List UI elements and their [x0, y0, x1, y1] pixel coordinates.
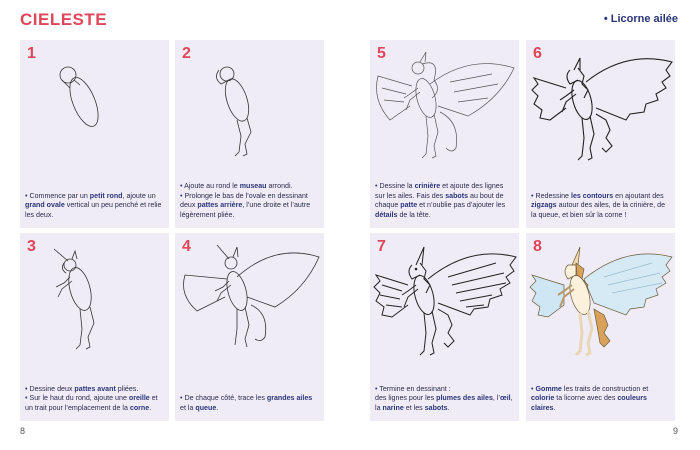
keyword: corne: [129, 403, 150, 412]
text-run: Dessine deux: [29, 384, 75, 393]
description-line: [531, 385, 671, 413]
text-run: •: [25, 384, 30, 393]
keyword: queue: [195, 403, 217, 412]
text-run: et la: [180, 403, 196, 412]
text-run: arrondi.: [266, 182, 293, 191]
step-panel-3: [20, 233, 169, 421]
description-line: [375, 394, 515, 413]
page-number-right: 9: [672, 426, 678, 436]
step-description: [531, 385, 671, 413]
step-description: [180, 394, 320, 413]
keyword: sabots: [445, 191, 469, 200]
text-run: Sur le haut du rond, ajoute une: [29, 394, 129, 403]
description-line: [25, 394, 165, 413]
text-run: •: [531, 384, 536, 393]
step-number: 3: [27, 238, 36, 255]
text-run: •: [375, 384, 380, 393]
text-run: pliées.: [115, 384, 139, 393]
keyword: museau: [239, 182, 267, 191]
text-run: •: [180, 191, 185, 200]
topic-title: [604, 13, 678, 25]
step-description: [375, 182, 515, 220]
description-line: [180, 394, 320, 413]
keyword: pattes avant: [74, 384, 116, 393]
topic-bullet: •: [603, 13, 608, 25]
text-run: .: [447, 403, 450, 412]
step-number: 6: [533, 45, 542, 62]
description-line: [180, 192, 320, 220]
step-description: [25, 385, 165, 413]
keyword: les contours: [570, 191, 614, 200]
description-line: [25, 385, 165, 394]
step-description: [531, 192, 671, 220]
description-line: [25, 192, 165, 220]
step-description: [180, 182, 320, 220]
text-run: et les: [403, 403, 425, 412]
text-run: et ajoute des lignes sur les ailes. Fais des: [375, 182, 504, 200]
description-line: [375, 385, 515, 394]
text-run: .: [149, 403, 152, 412]
step-panel-4: [175, 233, 324, 421]
text-run: de la tête.: [397, 210, 431, 219]
keyword: crinière: [414, 182, 441, 191]
text-run: .: [216, 403, 219, 412]
step-panel-1: [20, 40, 169, 228]
keyword: narine: [382, 403, 404, 412]
text-run: au bout de chaque: [375, 191, 504, 210]
keyword: grand ovale: [25, 201, 65, 210]
step-panel-8: [526, 233, 675, 421]
text-run: •: [25, 191, 30, 200]
step-panel-7: [370, 233, 519, 421]
page-number-left: 8: [20, 426, 26, 436]
text-run: en ajoutant des: [613, 191, 664, 200]
keyword: pattes arrière: [197, 201, 243, 210]
text-run: Commence par un: [29, 191, 90, 200]
step-number: 4: [182, 238, 191, 255]
text-run: autour des ailes, de la crinière, de la queue, et bien sûr la corne !: [531, 201, 666, 219]
text-run: , ajoute un: [122, 191, 156, 200]
step-description: [375, 385, 515, 413]
keyword: grandes ailes: [266, 394, 313, 403]
keyword: patte: [400, 201, 418, 210]
step-4-drawing: [175, 233, 324, 421]
text-run: •: [180, 182, 185, 191]
text-run: Termine en dessinant :: [379, 384, 451, 393]
step-number: 1: [27, 45, 36, 62]
step-panel-5: [370, 40, 519, 228]
step-number: 7: [377, 238, 386, 255]
keyword: petit rond: [89, 191, 123, 200]
keyword: couleurs claires: [531, 394, 647, 412]
text-run: •: [531, 191, 536, 200]
text-run: vertical un peu penché et relie les deux.: [25, 201, 162, 219]
step-description: [25, 192, 165, 220]
text-run: .: [553, 403, 556, 412]
text-run: Prolonge le bas de l’ovale en dessinant deux: [180, 191, 308, 210]
keyword: détails: [375, 210, 398, 219]
text-run: •: [25, 394, 30, 403]
text-run: et un trait pour l’emplacement de la: [25, 394, 158, 412]
text-run: De chaque côté, trace les: [184, 394, 267, 403]
text-run: ta licorne avec des: [554, 394, 618, 403]
keyword: zigzags: [531, 201, 557, 210]
text-run: Redessine: [535, 191, 571, 200]
step-panel-2: [175, 40, 324, 228]
text-run: , la: [375, 394, 513, 412]
keyword: Gomme: [535, 384, 562, 393]
text-run: •: [180, 394, 185, 403]
text-run: Dessine la: [379, 182, 415, 191]
keyword: colorie: [531, 394, 555, 403]
keyword: plumes des ailes: [436, 394, 493, 403]
description-line: [531, 192, 671, 220]
brand-logo: CIELESTE: [20, 10, 108, 29]
text-run: Ajoute au rond le: [184, 182, 240, 191]
description-line: [375, 182, 515, 220]
keyword: sabots: [424, 403, 448, 412]
step-panel-6: [526, 40, 675, 228]
keyword: œil: [500, 394, 511, 403]
text-run: et n’oublie pas d’ajouter les: [417, 201, 506, 210]
text-run: , l’: [492, 394, 500, 403]
text-run: les traits de construction et: [561, 384, 649, 393]
step-number: 8: [533, 238, 542, 255]
topic-label: Licorne ailée: [610, 13, 678, 25]
keyword: oreille: [128, 394, 150, 403]
description-line: [180, 182, 320, 191]
text-run: , l’une droite et l’autre légèrement pliée.: [180, 201, 311, 219]
step-number: 5: [377, 45, 386, 62]
text-run: •: [375, 182, 380, 191]
text-run: des lignes pour les: [375, 394, 437, 403]
step-number: 2: [182, 45, 191, 62]
